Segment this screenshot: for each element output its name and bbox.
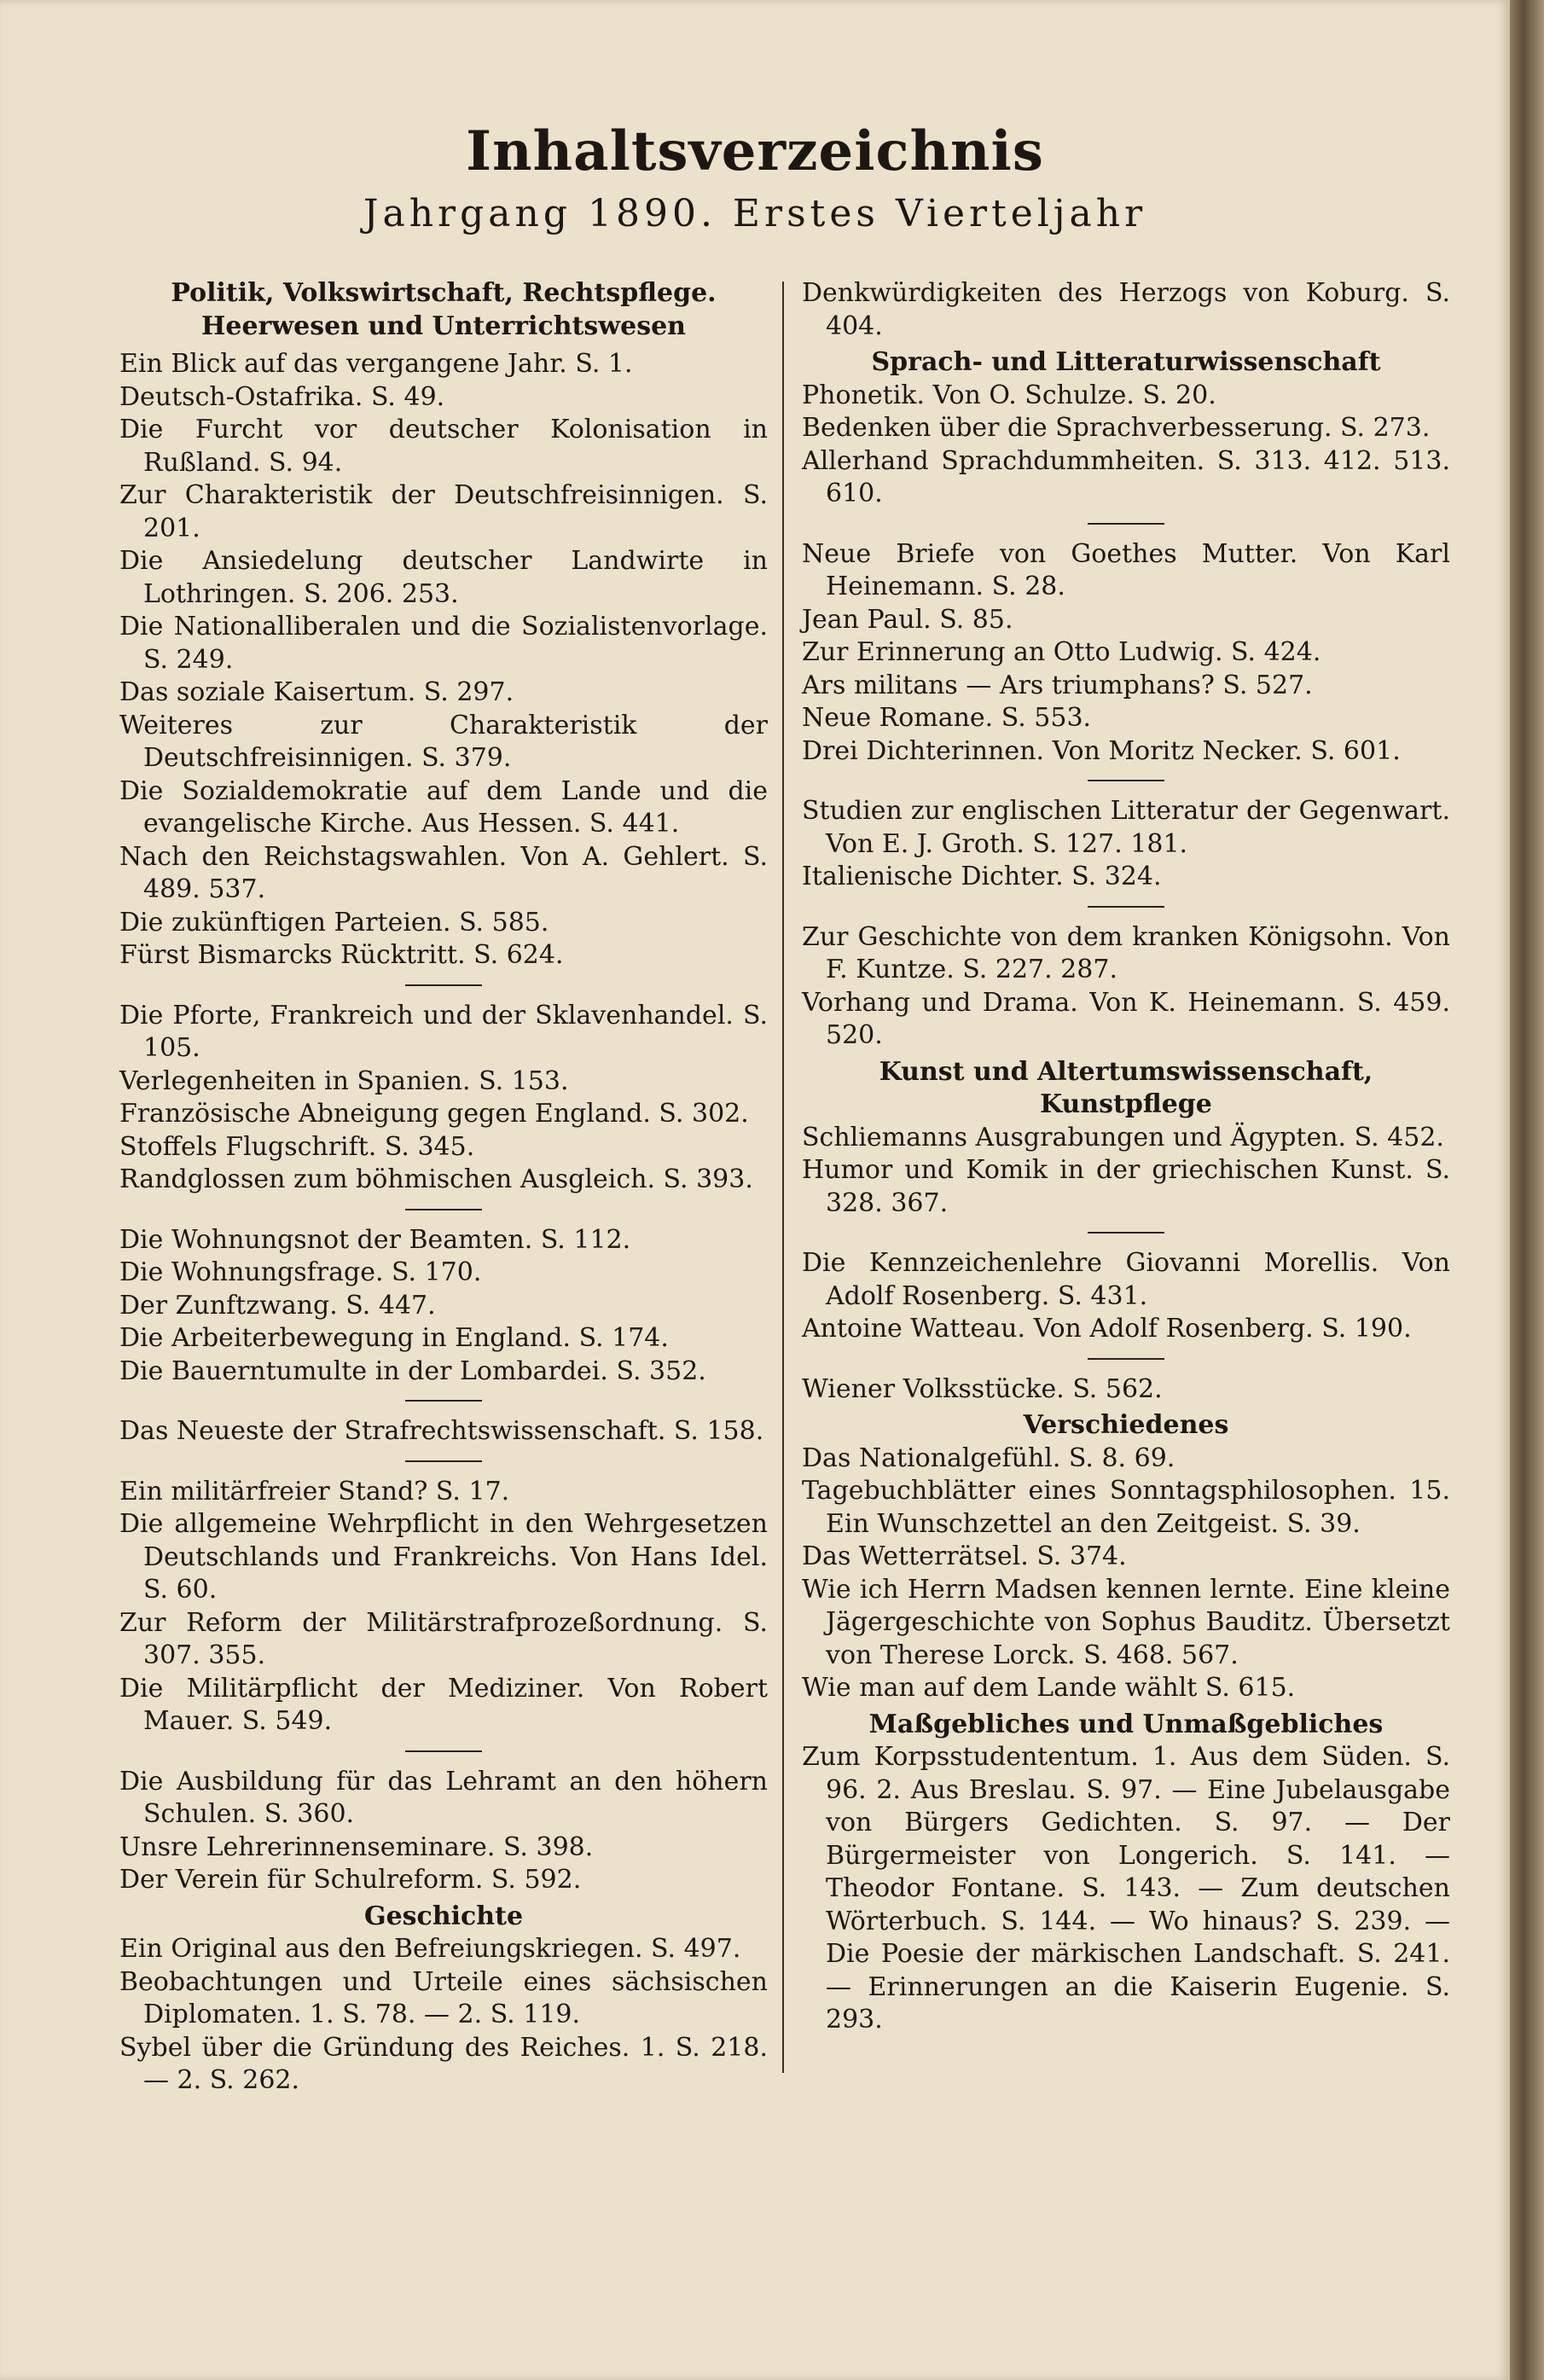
section-heading: Heerwesen und Unterrichtswesen	[201, 311, 686, 341]
toc-entry: Die Militärpflicht der Mediziner. Von Robert Mauer. S. 549.	[119, 1673, 768, 1736]
toc-entry: Humor und Komik in der griechischen Kunst. S. 328. 367.	[802, 1155, 1450, 1218]
page-subtitle: Jahrgang 1890. Erstes Vierteljahr	[363, 192, 1147, 235]
toc-entry: Denkwürdigkeiten des Herzogs von Koburg. S. 404.	[802, 278, 1450, 341]
toc-entry: Die Wohnungsnot der Beamten. S. 112.	[119, 1224, 631, 1255]
divider	[1088, 523, 1164, 525]
left-column	[119, 277, 768, 2098]
divider	[1088, 1232, 1164, 1234]
entry-group	[119, 1476, 768, 1739]
entry-group	[802, 1443, 1450, 1705]
toc-entry: Studien zur englischen Litteratur der Gegenwart. Von E. J. Groth. S. 127. 181.	[802, 796, 1450, 859]
section-heading: Politik, Volkswirtschaft, Rechtspflege.	[171, 278, 717, 308]
divider	[405, 1750, 482, 1752]
toc-entry: Nach den Reichstagswahlen. Von A. Gehlert. S. 489. 537.	[119, 841, 768, 904]
divider	[1088, 906, 1164, 908]
toc-entry: Ein Blick auf das vergangene Jahr. S. 1.	[119, 349, 633, 379]
right-column	[802, 277, 1450, 2037]
entry-group	[802, 1373, 1450, 1407]
toc-entry: Französische Abneigung gegen England. S. 302.	[119, 1099, 749, 1129]
divider	[405, 984, 482, 986]
toc-entry: Der Zunftzwang. S. 447.	[119, 1290, 436, 1321]
toc-entry: Drei Dichterinnen. Von Moritz Necker. S. 601.	[802, 735, 1401, 766]
toc-entry: Tagebuchblätter eines Sonntagsphilosophen. 15. Ein Wunschzettel an den Zeitgeist. S. 39.	[802, 1476, 1450, 1539]
entry-group	[802, 1741, 1450, 2037]
toc-entry: Die allgemeine Wehrpflicht in den Wehrgesetzen Deutschlands und Frankreichs. Von Hans Idel. S. 60.	[119, 1509, 768, 1605]
entry-group	[119, 1000, 768, 1197]
toc-entry: Bedenken über die Sprachverbesserung. S. 273.	[802, 413, 1431, 443]
divider	[405, 1400, 482, 1402]
section-heading: Maßgebliches und Unmaßgebliches	[868, 1709, 1384, 1739]
book-edge	[1510, 0, 1544, 2380]
toc-entry: Ein Original aus den Befreiungskriegen. S. 497.	[119, 1934, 741, 1964]
toc-entry: Die Bauerntumulte in der Lombardei. S. 352.	[119, 1355, 706, 1386]
toc-entry: Der Verein für Schulreform. S. 592.	[119, 1865, 582, 1895]
entry-group	[802, 380, 1450, 511]
toc-entry: Deutsch-Ostafrika. S. 49.	[119, 381, 445, 412]
divider	[405, 1209, 482, 1210]
toc-entry: Neue Romane. S. 553.	[802, 703, 1092, 733]
divider	[1088, 1358, 1164, 1360]
section-heading: Verschiedenes	[1023, 1410, 1229, 1440]
toc-entry: Ars militans — Ars triumphans? S. 527.	[802, 670, 1313, 700]
toc-entry: Die zukünftigen Parteien. S. 585.	[119, 907, 549, 937]
toc-entry: Randglossen zum böhmischen Ausgleich. S. 393.	[119, 1164, 753, 1194]
page-title: Inhaltsverzeichnis	[466, 119, 1044, 183]
toc-entry: Vorhang und Drama. Von K. Heinemann. S. 459. 520.	[802, 987, 1450, 1050]
toc-entry: Zur Erinnerung an Otto Ludwig. S. 424.	[802, 637, 1321, 667]
entry-group	[802, 277, 1450, 343]
divider	[1088, 780, 1164, 781]
section-heading: Sprach- und Litteraturwissenschaft	[871, 347, 1381, 377]
toc-entry: Schliemanns Ausgrabungen und Ägypten. S. 452.	[802, 1122, 1444, 1152]
toc-entry: Die Nationalliberalen und die Sozialistenvorlage. S. 249.	[119, 612, 768, 675]
divider	[405, 1460, 482, 1462]
toc-entry: Neue Briefe von Goethes Mutter. Von Karl Heinemann. S. 28.	[802, 538, 1450, 601]
toc-entry: Das Neueste der Strafrechtswissenschaft. S. 158.	[119, 1416, 764, 1446]
entry-group	[802, 538, 1450, 769]
toc-entry: Das soziale Kaisertum. S. 297.	[119, 677, 514, 707]
toc-entry: Beobachtungen und Urteile eines sächsischen Diplomaten. 1. S. 78. — 2. S. 119.	[119, 1966, 768, 2029]
toc-entry: Zur Charakteristik der Deutschfreisinnigen. S. 201.	[119, 480, 768, 543]
toc-entry: Allerhand Sprachdummheiten. S. 313. 412. 513. 610.	[802, 445, 1450, 508]
entry-group	[119, 1933, 768, 2098]
toc-entry: Phonetik. Von O. Schulze. S. 20.	[802, 380, 1216, 410]
toc-entry: Unsre Lehrerinnenseminare. S. 398.	[119, 1831, 594, 1862]
toc-entry: Das Nationalgefühl. S. 8. 69.	[802, 1443, 1175, 1473]
toc-entry: Die Furcht vor deutscher Kolonisation in Rußland. S. 94.	[119, 415, 768, 478]
toc-entry: Wie man auf dem Lande wählt S. 615.	[802, 1673, 1296, 1703]
toc-entry: Die Kennzeichenlehre Giovanni Morellis. Von Adolf Rosenberg. S. 431.	[802, 1248, 1450, 1311]
entry-group	[119, 1766, 768, 1897]
toc-entry: Wie ich Herrn Madsen kennen lernte. Eine kleine Jägergeschichte von Sophus Bauditz. Übersetzt von Therese Lorck. S. 468. 567.	[802, 1574, 1450, 1670]
toc-entry: Fürst Bismarcks Rücktritt. S. 624.	[119, 940, 564, 970]
entry-group	[802, 1122, 1450, 1221]
entry-group	[802, 1247, 1450, 1346]
toc-entry: Antoine Watteau. Von Adolf Rosenberg. S. 190.	[802, 1314, 1412, 1344]
toc-entry: Die Pforte, Frankreich und der Sklavenhandel. S. 105.	[119, 1000, 768, 1063]
toc-entry: Die Ansiedelung deutscher Landwirte in Lothringen. S. 206. 253.	[119, 546, 768, 609]
toc-entry: Italienische Dichter. S. 324.	[802, 862, 1162, 891]
toc-entry: Die Wohnungsfrage. S. 170.	[119, 1257, 482, 1287]
column-divider	[782, 282, 784, 2073]
toc-entry: Ein militärfreier Stand? S. 17.	[119, 1476, 510, 1506]
toc-entry: Verlegenheiten in Spanien. S. 153.	[119, 1065, 569, 1096]
toc-entry: Jean Paul. S. 85.	[802, 604, 1013, 635]
toc-entry: Zur Geschichte von dem kranken Königsohn. Von F. Kuntze. S. 227. 287.	[802, 921, 1450, 984]
toc-entry: Sybel über die Gründung des Reiches. 1. S. 218. — 2. S. 262.	[119, 2032, 768, 2095]
toc-entry: Wiener Volksstücke. S. 562.	[802, 1373, 1163, 1404]
entry-group	[802, 921, 1450, 1053]
toc-entry: Zur Reform der Militärstrafprozeßordnung. S. 307. 355.	[119, 1607, 768, 1670]
section-heading: Geschichte	[363, 1901, 524, 1931]
toc-entry: Das Wetterrätsel. S. 374.	[802, 1541, 1127, 1571]
entry-group	[119, 1224, 768, 1389]
toc-entry: Zum Korpsstudententum. 1. Aus dem Süden. S. 96. 2. Aus Breslau. S. 97. — Eine Jubelausgabe von Bürgers Gedichten. S. 97. — Der Bürgermeister von Longerich. S. 141. — Theodor Fontane. S. 143. — Zum deutschen Wörterbuch. S. 144. — Wo hinaus? S. 239. — Die Poesie der märkischen Landschaft. S. 241. — Erinnerungen an die Kaiserin Eugenie. S. 293.	[802, 1742, 1450, 2035]
toc-entry: Stoffels Flugschrift. S. 345.	[119, 1131, 475, 1162]
toc-entry: Die Sozialdemokratie auf dem Lande und die evangelische Kirche. Aus Hessen. S. 441.	[119, 775, 768, 839]
toc-entry: Weiteres zur Charakteristik der Deutschfreisinnigen. S. 379.	[119, 710, 768, 773]
toc-entry: Die Ausbildung für das Lehramt an den höhern Schulen. S. 360.	[119, 1766, 768, 1829]
toc-entry: Die Arbeiterbewegung in England. S. 174.	[119, 1323, 669, 1353]
section-heading: Kunst und Altertumswissenschaft, Kunstpflege	[879, 1056, 1373, 1119]
entry-group	[802, 795, 1450, 894]
entry-group	[119, 1415, 768, 1448]
entry-group	[119, 348, 768, 972]
